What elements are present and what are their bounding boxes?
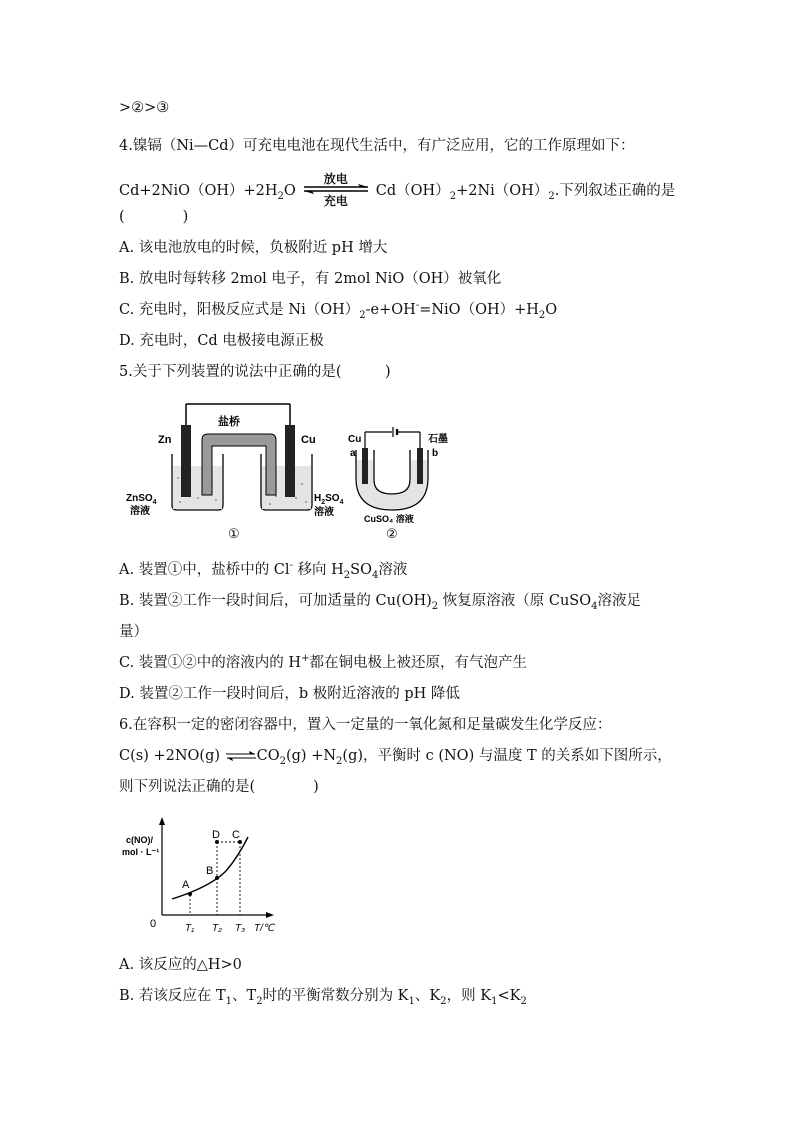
question-4-paren: ( ) [119, 209, 189, 225]
point-b [215, 876, 219, 880]
electrode-b [417, 448, 423, 484]
cno-temperature-graph [120, 815, 290, 940]
question-6-option-b: B. 若该反应在 $T_1$、$T_2$时的平衡常数分别为 $K_1$、$K_2$，则 $K_1<K_2$ [119, 988, 527, 1007]
electrode-a-label: a [350, 448, 356, 459]
cu-label-2: Cu [348, 434, 362, 445]
graphite-label: 石墨 [428, 434, 448, 445]
x-axis-label: T/℃ [254, 923, 275, 934]
point-c-label: C [232, 829, 240, 841]
question-4-equation: $Cd+2NiO(OH)+2H_2O$ 放电 充电 $Cd(OH)_2+2Ni(OH)_2$.下列叙述正确的是 [119, 181, 675, 201]
question-5-option-c: C. 装置①②中的溶液内的 H+都在铜电极上被还原，有气泡产生 [119, 653, 527, 671]
y-axis-label-line2: mol · L⁻¹ [122, 847, 160, 857]
device-2-number: ② [386, 526, 398, 541]
question-5-option-b: B. 装置②工作一段时间后，可加适量的 $Cu(OH)_2$ 恢复原溶液（原 CuSO$_4$溶液足 [119, 593, 641, 612]
question-4-intro: 4.镍镉（Ni—Cd）可充电电池在现代生活中，有广泛应用，它的工作原理如下： [119, 138, 635, 154]
point-b-label: B [206, 865, 214, 877]
cu-electrode [285, 425, 295, 497]
cuso4-label: CuSO₄ 溶液 [364, 514, 414, 524]
question-5-option-b-cont: 量） [119, 624, 148, 640]
cu-label: Cu [301, 434, 316, 446]
question-6-equation: C(s) +2NO(g) $CO_2(g) +N_2(g)$，平衡时 c (NO) 与温度 T 的关系如下图所示， [119, 748, 672, 767]
znso4-solution-label: 溶液 [130, 506, 150, 517]
point-d-label: D [212, 829, 220, 841]
salt-bridge-label: 盐桥 [218, 416, 240, 428]
device-2-electrolytic-cell [348, 427, 448, 541]
question-4-option-d: D. 充电时，Cd 电极接电源正极 [119, 333, 324, 349]
electrochem-apparatus-figure [120, 398, 460, 543]
device-1-number: ① [228, 526, 240, 541]
discharge-label: 放电 [323, 172, 348, 186]
h2so4-label: $H_2SO_4$ [314, 493, 344, 506]
device-1-galvanic-cell [126, 404, 344, 541]
zn-electrode [181, 425, 191, 497]
electrode-b-label: b [432, 448, 439, 459]
origin-label: 0 [150, 918, 157, 930]
y-axis-label-line1: c(NO)/ [126, 835, 153, 845]
question-6-option-a: A. 该反应的△H>0 [119, 957, 242, 973]
question-5-option-a: A. 装置①中，盐桥中的 Cl- 移向 $H_2SO_4$溶液 [119, 560, 408, 581]
electrode-a [362, 448, 368, 484]
znso4-label: ZnSO$_4$ [126, 493, 157, 506]
question-5-option-d: D. 装置②工作一段时间后，b 极附近溶液的 pH 降低 [119, 686, 460, 702]
question-6-intro: 6.在容积一定的密闭容器中，置入一定量的一氧化氮和足量碳发生化学反应： [119, 717, 612, 733]
point-a-label: A [182, 879, 190, 891]
h2so4-solution-label: 溶液 [314, 507, 334, 518]
equilibrium-arrow-icon [225, 750, 257, 762]
zn-label: Zn [158, 434, 172, 446]
guide-lines [190, 842, 240, 915]
charge-label: 充电 [323, 194, 348, 208]
y-axis-arrow-icon [159, 817, 165, 825]
question-4-option-a: A. 该电池放电的时候，负极附近 pH 增大 [119, 240, 388, 256]
tick-t2: T₂ [212, 923, 222, 934]
point-a [188, 892, 192, 896]
question-4-option-b: B. 放电时每转移 2mol 电子，有 2mol NiO（OH）被氧化 [119, 271, 502, 287]
question-4-option-c: C. 充电时，阳极反应式是 $Ni(OH)_2-e+OH^-=NiO(OH)+H_2O$ [119, 300, 558, 321]
u-tube-inner [374, 450, 410, 494]
answer-continuation: >②>③ [119, 100, 170, 116]
question-5-intro: 5.关于下列装置的说法中正确的是( ) [119, 364, 391, 380]
tick-t3: T₃ [235, 923, 246, 934]
reversible-arrow [302, 172, 370, 208]
x-axis-arrow-icon [266, 912, 274, 918]
tick-t1: T₁ [185, 923, 195, 934]
question-6-ask: 则下列说法正确的是( ) [119, 779, 319, 795]
